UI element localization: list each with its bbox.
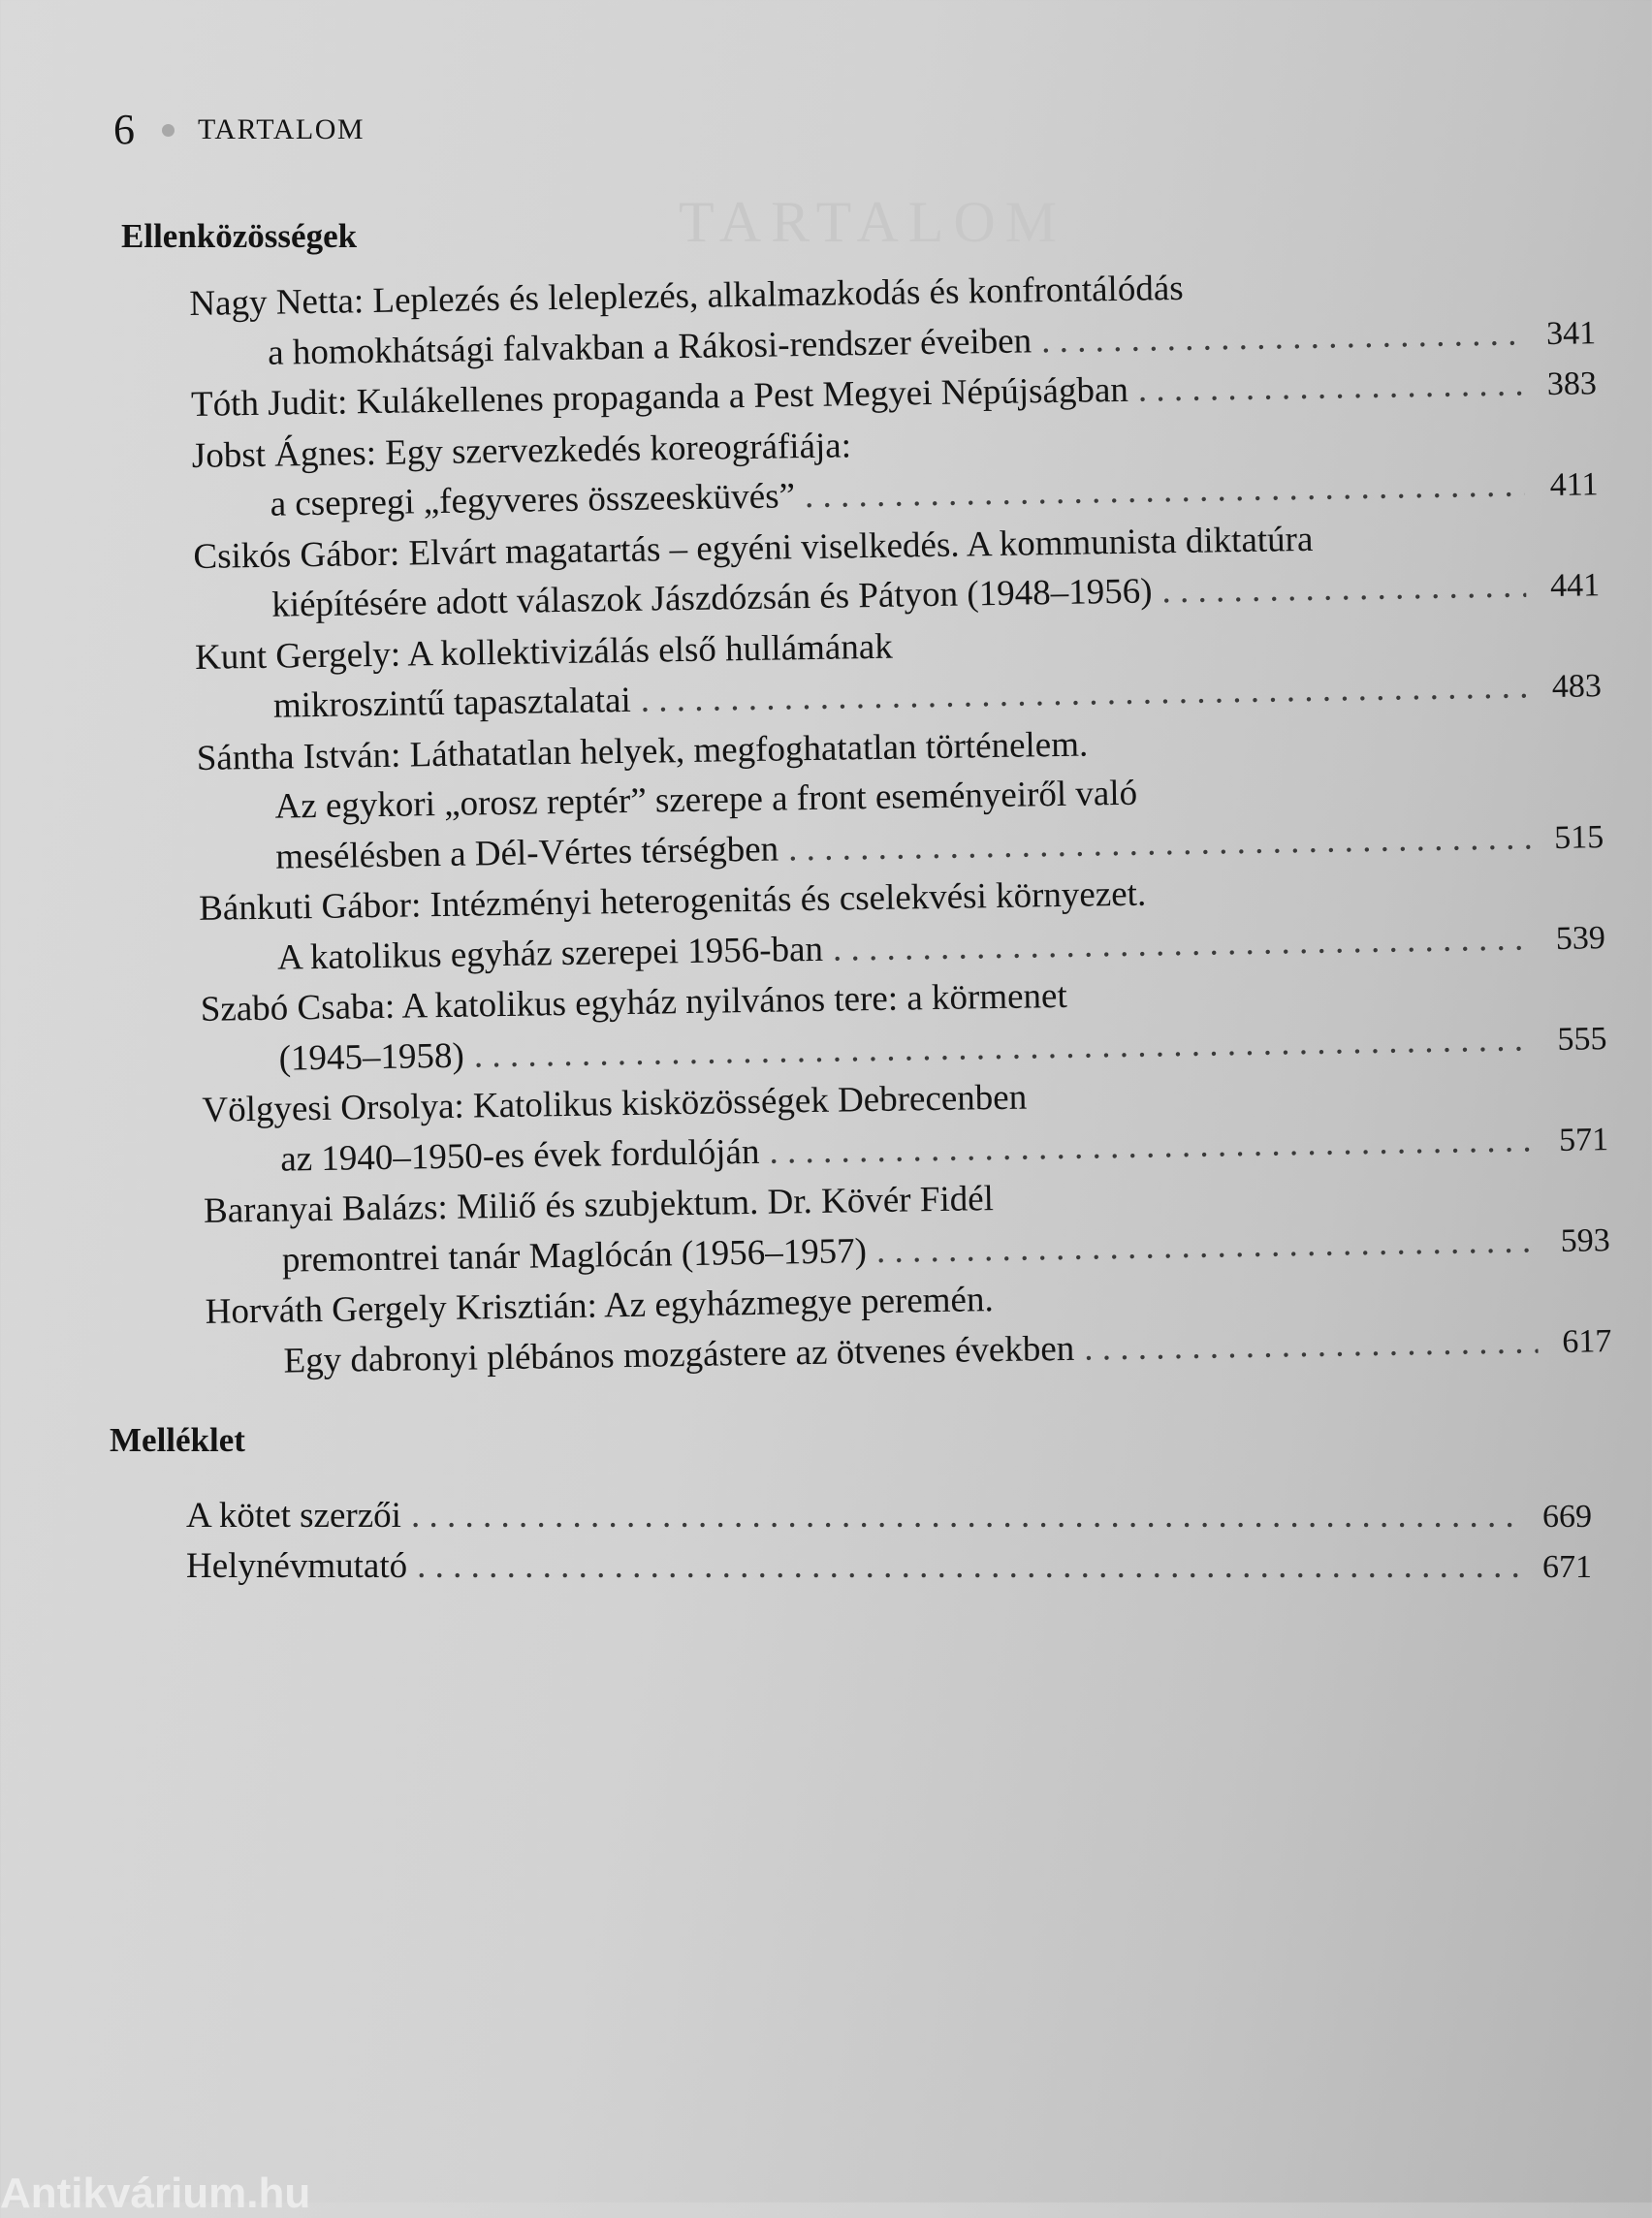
toc-list [189,257,1612,1388]
toc-entry-text: Kunt Gergely: A kollektivizálás első hullámának [194,626,893,678]
toc-page-number: 539 [1555,919,1606,957]
toc-entry-text: Horváth Gergely Krisztián: Az egyházmegye peremén. [205,1280,994,1332]
toc-entry-text: Szabó Csaba: A katolikus egyház nyilvános tere: a körmenet [200,975,1068,1030]
toc-entry [186,1541,1592,1592]
watermark: Antikvárium.hu [0,2170,311,2217]
toc-page-number: 441 [1549,567,1601,604]
toc-entry-text: a csepregi „fegyveres összeesküvés” [270,476,796,524]
toc-entry-text: a homokhátsági falvakban a Rákosi-rendszer éveiben [267,320,1032,373]
ghost-title: TARTALOM [679,190,1067,254]
toc-entry-text: mikroszintű tapasztalatai [272,680,632,726]
toc-entry-text: Csikós Gábor: Elvárt magatartás – egyéni viselkedés. A kommunista diktatúra [193,519,1314,577]
toc-entry-text: Nagy Netta: Leplezés és leleplezés, alkalmazkodás és konfrontálódás [189,268,1184,324]
running-title: TARTALOM [198,113,365,145]
section-heading-ellenkozossegek: Ellenközösségek [121,217,358,255]
page-number: 6 [113,106,135,153]
dot-leader [411,1491,1518,1540]
toc-entry-text: az 1940–1950-es évek fordulóján [279,1131,760,1180]
toc-entry-text: mesélésben a Dél-Vértes térségben [275,829,779,877]
dot-leader [876,1216,1538,1276]
toc-page-number: 341 [1545,314,1597,352]
toc-entry-text: A katolikus egyház szerepei 1956-ban [276,929,824,978]
toc-page-number: 593 [1560,1221,1611,1259]
toc-entry-text: Az egykori „orosz reptér” szerepe a front eseményeiről való [274,773,1138,827]
dot-leader [1041,308,1523,365]
toc-entry-text: Sántha István: Láthatatlan helyek, megfoghatatlan történelem. [196,723,1089,778]
toc-entry-text: Völgyesi Orsolya: Katolikus kisközösségek Debrecenben [202,1077,1028,1130]
toc-entry [186,1491,1592,1541]
toc-page-number: 483 [1551,668,1603,705]
section-heading-melleklet: Melléklet [110,1421,245,1459]
toc-entry-text: A kötet szerzői [186,1496,401,1536]
toc-entry [205,1265,1611,1388]
toc-page-number: 617 [1562,1322,1612,1360]
dot-leader [417,1541,1518,1591]
toc-entry-line [186,1491,1592,1541]
toc-page-number: 671 [1542,1549,1592,1585]
toc-entry-text: kiépítésére adott válaszok Jászdózsán és Pátyon (1948–1956) [270,571,1153,625]
toc-entry-text: Bánkuti Gábor: Intézményi heterogenitás és cselekvési környezet. [198,873,1147,929]
toc-entry-text: Tóth Judit: Kulákellenes propaganda a Pest Megyei Népújságban [190,369,1129,425]
toc-entry-text: premontrei tanár Maglócán (1956–1957) [281,1230,868,1281]
toc-page-number: 411 [1549,466,1599,503]
dot-leader [1161,560,1526,616]
toc-entry-line [186,1541,1592,1592]
toc-entry [196,712,1604,884]
toc-entry-text: (1945–1958) [278,1035,465,1079]
bullet-icon [162,124,175,137]
toc-entry-text: Jobst Ágnes: Egy szervezkedés koreográfiája: [191,425,852,476]
toc-page-number: 383 [1546,365,1598,403]
toc-entry-text: Egy dabronyi plébános mozgástere az ötvenes években [283,1328,1075,1381]
dot-leader [1084,1316,1539,1374]
toc-page-number: 571 [1558,1121,1609,1158]
running-header [113,106,365,153]
dot-leader [1137,359,1523,415]
toc-entry-text: Helynévmutató [186,1546,408,1586]
appendix-list [186,1491,1592,1592]
toc-page-number: 515 [1553,818,1604,856]
toc-page-number: 555 [1557,1020,1607,1058]
toc-page-number: 669 [1542,1499,1592,1535]
toc-entry-text: Baranyai Balázs: Miliő és szubjektum. Dr. Kövér Fidél [203,1179,995,1231]
